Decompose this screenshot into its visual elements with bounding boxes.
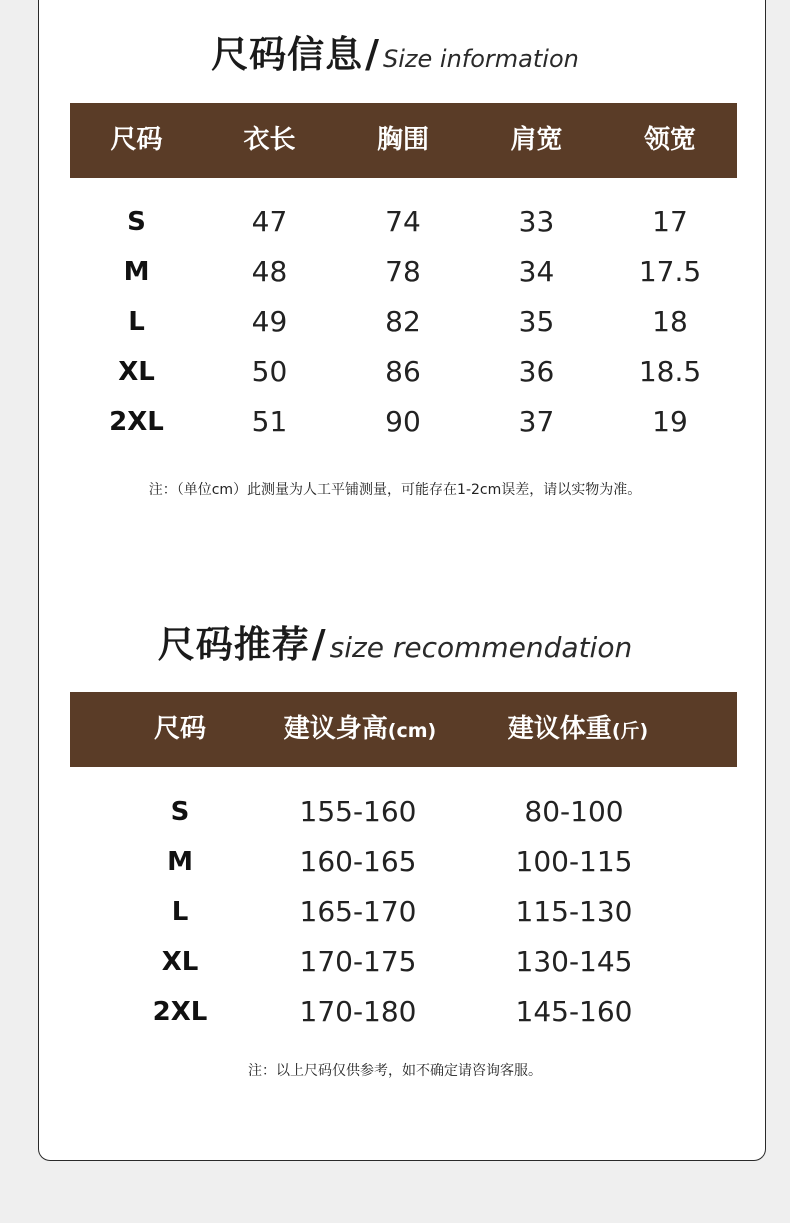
size-rec-table-header: [70, 692, 737, 767]
cell-weight: 115-130: [515, 895, 633, 928]
table-row: [0, 197, 790, 247]
cell-length: 49: [251, 305, 288, 338]
table-row: [0, 887, 790, 937]
size-info-table-header: [70, 103, 737, 178]
cell-size: L: [128, 307, 145, 337]
table-row: [0, 397, 790, 447]
header-weight: [468, 692, 688, 767]
cell-chest: 90: [385, 405, 421, 438]
cell-shoulder: 35: [518, 305, 555, 338]
header-length: 衣长: [243, 125, 296, 155]
cell-height: 160-165: [299, 845, 417, 878]
size-info-title: [0, 24, 790, 78]
size-rec-title-cn: 尺码推荐: [157, 623, 310, 666]
header-height-unit: (cm): [387, 720, 437, 742]
cell-chest: 78: [385, 255, 421, 288]
cell-weight: 145-160: [515, 995, 633, 1028]
cell-weight: 100-115: [515, 845, 633, 878]
size-rec-note: 注：以上尺码仅供参考，如不确定请咨询客服。: [248, 1063, 542, 1079]
cell-collar: 19: [652, 405, 688, 438]
title-slash: /: [365, 32, 380, 76]
table-row: [0, 247, 790, 297]
cell-shoulder: 37: [518, 405, 555, 438]
header-collar: 领宽: [643, 125, 696, 155]
cell-collar: 17: [652, 205, 688, 238]
cell-height: 170-180: [299, 995, 417, 1028]
table-row: [0, 297, 790, 347]
cell-shoulder: 34: [518, 255, 555, 288]
cell-collar: 18: [652, 305, 688, 338]
cell-size: M: [123, 257, 150, 287]
header-weight-unit: (斤): [611, 720, 649, 742]
cell-chest: 74: [385, 205, 421, 238]
cell-size: XL: [118, 357, 155, 387]
size-rec-title-en: size recommendation: [329, 631, 633, 664]
cell-size: XL: [161, 947, 199, 977]
header-size: 尺码: [153, 714, 206, 744]
cell-height: 165-170: [299, 895, 417, 928]
cell-shoulder: 33: [518, 205, 555, 238]
cell-length: 48: [251, 255, 288, 288]
size-info-note: 注：（单位cm）此测量为人工平铺测量，可能存在1-2cm误差，请以实物为准。: [148, 482, 642, 498]
size-recommendation-title: [0, 614, 790, 668]
table-row: [0, 787, 790, 837]
cell-size: M: [167, 847, 193, 877]
cell-shoulder: 36: [518, 355, 555, 388]
table-row: [0, 347, 790, 397]
header-size: 尺码: [110, 125, 163, 155]
size-info-title-en: Size information: [383, 45, 579, 73]
header-chest: 胸围: [376, 125, 429, 155]
cell-length: 51: [251, 405, 288, 438]
cell-chest: 86: [385, 355, 421, 388]
cell-collar: 18.5: [638, 355, 702, 388]
cell-height: 155-160: [299, 795, 417, 828]
cell-weight: 130-145: [515, 945, 633, 978]
header-height-label: 建议身高: [283, 714, 388, 744]
cell-chest: 82: [385, 305, 421, 338]
cell-size: 2XL: [109, 407, 164, 437]
size-rec-table-body: [0, 787, 790, 1037]
size-info-title-cn: 尺码信息: [211, 33, 364, 76]
table-row: [0, 987, 790, 1037]
cell-weight: 80-100: [524, 795, 624, 828]
cell-size: S: [170, 797, 190, 827]
table-row: [0, 937, 790, 987]
cell-length: 47: [251, 205, 288, 238]
cell-size: 2XL: [152, 997, 208, 1027]
cell-length: 50: [251, 355, 288, 388]
header-height: [250, 692, 470, 767]
table-row: [0, 837, 790, 887]
cell-height: 170-175: [299, 945, 417, 978]
header-weight-label: 建议体重: [507, 714, 612, 744]
title-slash: /: [311, 622, 326, 666]
size-info-table-body: [0, 197, 790, 447]
cell-size: L: [171, 897, 189, 927]
cell-size: S: [127, 207, 146, 237]
cell-collar: 17.5: [638, 255, 702, 288]
header-shoulder: 肩宽: [510, 125, 563, 155]
